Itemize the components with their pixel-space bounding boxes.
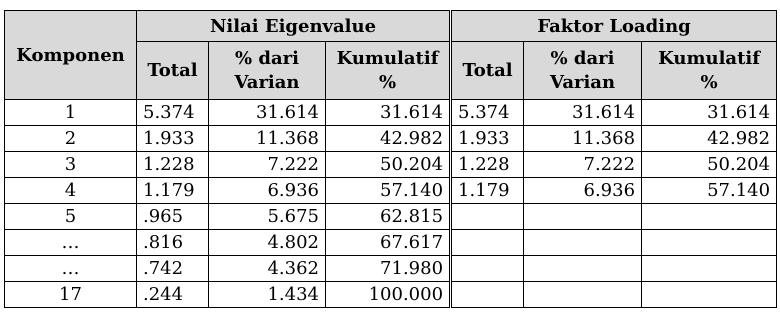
loading-cum-cell (642, 256, 777, 282)
eigen-cum-cell: 31.614 (326, 100, 451, 126)
loading-cum-cell: 57.140 (642, 178, 777, 204)
loading-total-cell (451, 282, 524, 308)
loading-total-cell (451, 230, 524, 256)
eigen-cum-cell: 67.617 (326, 230, 451, 256)
loading-total-cell: 1.228 (451, 152, 524, 178)
eigen-pct-cell: 7.222 (209, 152, 326, 178)
komponen-cell: … (5, 256, 137, 282)
loading-total-cell: 1.179 (451, 178, 524, 204)
loading-pct-cell: 6.936 (524, 178, 642, 204)
table-row (5, 100, 777, 126)
loading-group-header: Faktor Loading (451, 11, 777, 42)
eigenvalue-table (4, 10, 777, 308)
loading-total-cell: 5.374 (451, 100, 524, 126)
loading-total-cell (451, 256, 524, 282)
eigen-pct-cell: 31.614 (209, 100, 326, 126)
loading-pct-header: % dari Varian (524, 42, 642, 100)
eigen-total-cell: .742 (137, 256, 209, 282)
loading-pct-cell: 11.368 (524, 126, 642, 152)
loading-cum-cell (642, 282, 777, 308)
eigen-cum-cell: 42.982 (326, 126, 451, 152)
loading-pct-cell (524, 204, 642, 230)
loading-cum-cell: 31.614 (642, 100, 777, 126)
komponen-cell: 2 (5, 126, 137, 152)
loading-cum-cell: 42.982 (642, 126, 777, 152)
komponen-cell: 1 (5, 100, 137, 126)
loading-pct-cell (524, 230, 642, 256)
table-row (5, 204, 777, 230)
eigen-pct-cell: 6.936 (209, 178, 326, 204)
eigen-total-cell: 1.179 (137, 178, 209, 204)
table-row (5, 126, 777, 152)
eigen-cum-cell: 100.000 (326, 282, 451, 308)
loading-pct-cell (524, 256, 642, 282)
loading-total-header: Total (451, 42, 524, 100)
eigen-total-cell: .244 (137, 282, 209, 308)
loading-cum-header: Kumulatif % (642, 42, 777, 100)
eigen-total-header: Total (137, 42, 209, 100)
group-header-row (5, 11, 777, 42)
loading-cum-cell (642, 230, 777, 256)
komponen-cell: 5 (5, 204, 137, 230)
eigen-cum-cell: 71.980 (326, 256, 451, 282)
loading-cum-cell: 50.204 (642, 152, 777, 178)
eigen-total-cell: 1.933 (137, 126, 209, 152)
table-row (5, 152, 777, 178)
eigen-cum-cell: 62.815 (326, 204, 451, 230)
eigen-pct-cell: 4.802 (209, 230, 326, 256)
table-body (5, 100, 777, 308)
loading-total-cell (451, 204, 524, 230)
eigen-pct-cell: 5.675 (209, 204, 326, 230)
eigen-pct-cell: 4.362 (209, 256, 326, 282)
table-row (5, 256, 777, 282)
eigenvalue-group-header: Nilai Eigenvalue (137, 11, 451, 42)
eigen-total-cell: .965 (137, 204, 209, 230)
komponen-cell: 17 (5, 282, 137, 308)
eigen-total-cell: .816 (137, 230, 209, 256)
komponen-cell: … (5, 230, 137, 256)
komponen-cell: 4 (5, 178, 137, 204)
eigen-pct-cell: 1.434 (209, 282, 326, 308)
eigen-total-cell: 5.374 (137, 100, 209, 126)
loading-total-cell: 1.933 (451, 126, 524, 152)
komponen-header: Komponen (5, 11, 137, 100)
table-row (5, 282, 777, 308)
table-row (5, 178, 777, 204)
loading-cum-cell (642, 204, 777, 230)
eigen-cum-cell: 57.140 (326, 178, 451, 204)
eigen-cum-header: Kumulatif % (326, 42, 451, 100)
eigen-cum-cell: 50.204 (326, 152, 451, 178)
eigen-pct-header: % dari Varian (209, 42, 326, 100)
loading-pct-cell (524, 282, 642, 308)
eigen-total-cell: 1.228 (137, 152, 209, 178)
komponen-cell: 3 (5, 152, 137, 178)
loading-pct-cell: 31.614 (524, 100, 642, 126)
eigen-pct-cell: 11.368 (209, 126, 326, 152)
loading-pct-cell: 7.222 (524, 152, 642, 178)
table-row (5, 230, 777, 256)
